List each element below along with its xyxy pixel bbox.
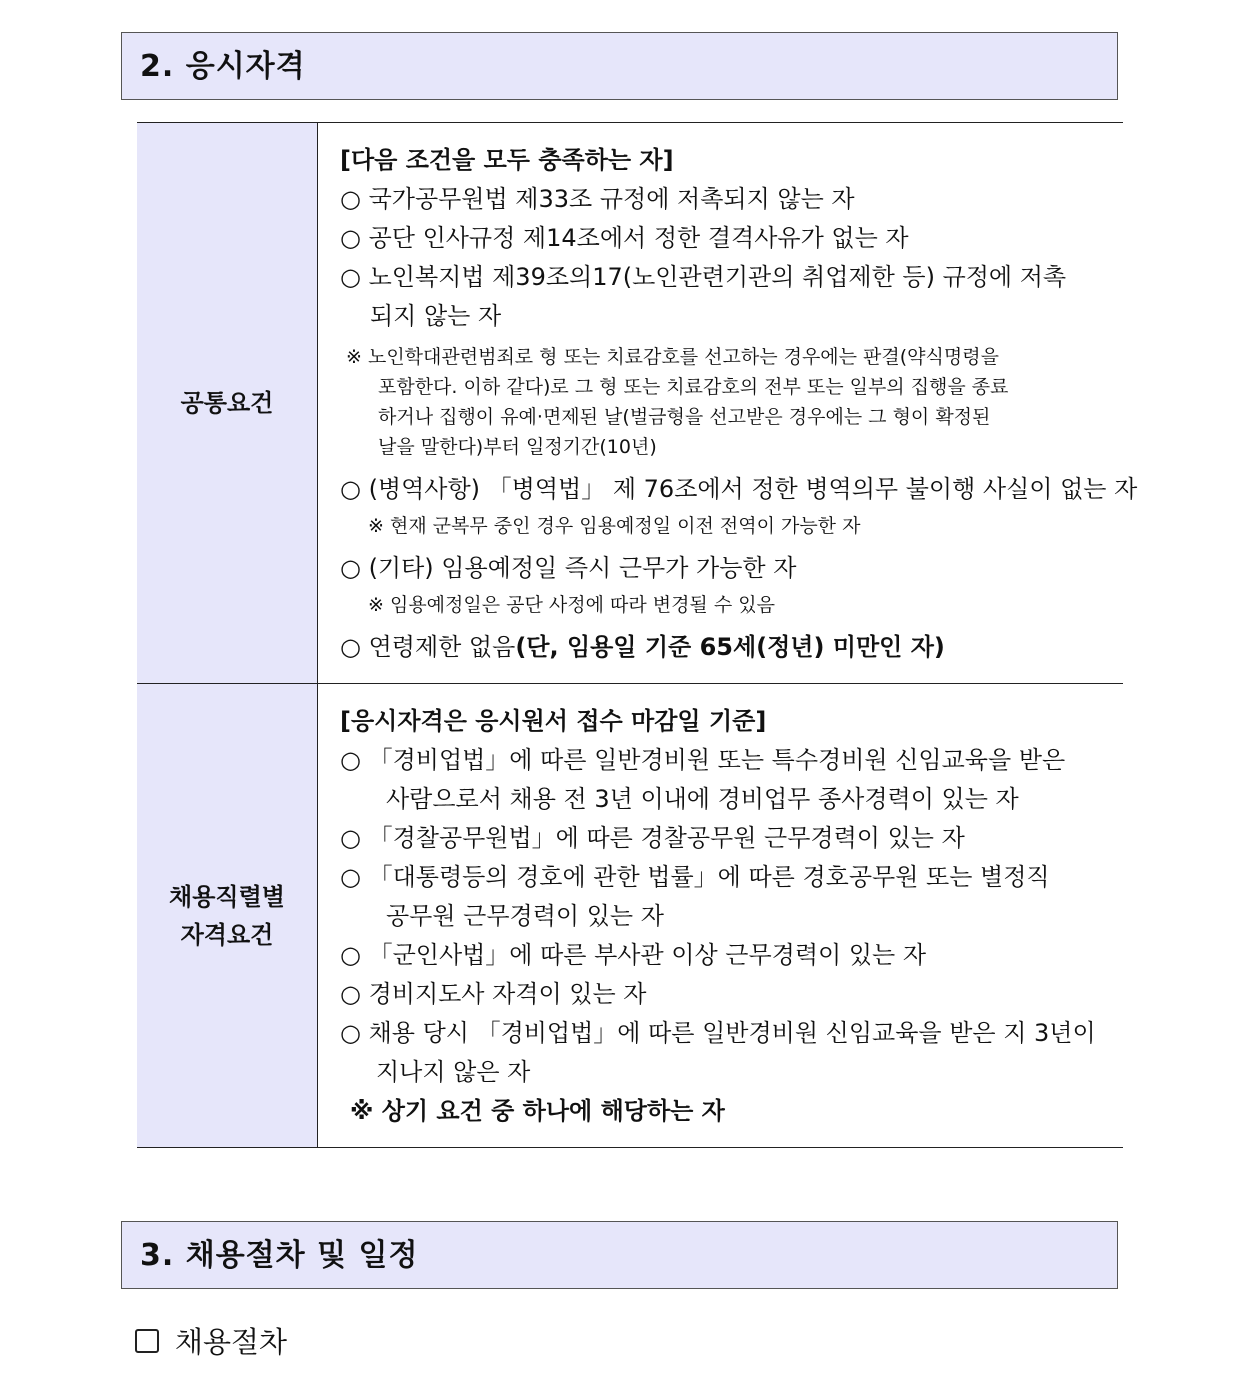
- section-3-title: 3. 채용절차 및 일정: [140, 1238, 419, 1273]
- qualification-table: [137, 122, 1138, 1148]
- section-2-header: [121, 32, 1118, 100]
- common-note-1-line-1: ※ 노인학대관련범죄로 형 또는 치료감호를 선고하는 경우에는 판결(약식명령을: [346, 346, 999, 368]
- common-note-1: [340, 342, 1113, 462]
- section-2-title: 2. 응시자격: [140, 49, 306, 84]
- common-label-text: 공통요건: [180, 389, 274, 417]
- specific-item-1: ○ 「경비업법」에 따른 일반경비원 또는 특수경비원 신임교육을 받은: [340, 746, 1066, 774]
- common-item-4: ○ (병역사항) 「병역법」 제 76조에서 정한 병역의무 불이행 사실이 없는 자: [340, 475, 1138, 503]
- common-item-5: ○ (기타) 임용예정일 즉시 근무가 가능한 자: [340, 554, 797, 582]
- common-note-1-line-3: 하거나 집행이 유예·면제된 날(벌금형을 선고받은 경우에는 그 형이 확정된: [378, 406, 991, 428]
- specific-item-3-cont: 공무원 근무경력이 있는 자: [386, 902, 664, 930]
- common-requirements-label: [137, 123, 318, 684]
- common-note-2: ※ 현재 군복무 중인 경우 임용예정일 이전 전역이 가능한 자: [368, 515, 861, 537]
- common-note-1-line-2: 포함한다. 이하 같다)로 그 형 또는 치료감호의 전부 또는 일부의 집행을 종료: [378, 376, 1009, 398]
- specific-item-3: ○ 「대통령등의 경호에 관한 법률」에 따른 경호공무원 또는 별정직: [340, 863, 1050, 891]
- procedure-heading: [135, 1322, 287, 1362]
- common-heading: [다음 조건을 모두 충족하는 자]: [340, 146, 674, 174]
- specific-requirements-content: [318, 684, 1124, 1148]
- common-item-6: [340, 628, 1113, 667]
- checkbox-icon: [135, 1329, 159, 1353]
- common-requirements-row: [137, 123, 1123, 684]
- common-item-6-text: ○ 연령제한 없음: [340, 633, 516, 661]
- specific-label-line-2: 자격요건: [180, 920, 274, 949]
- specific-item-1-cont: 사람으로서 채용 전 3년 이내에 경비업무 종사경력이 있는 자: [386, 785, 1019, 813]
- specific-item-2: ○ 「경찰공무원법」에 따른 경찰공무원 근무경력이 있는 자: [340, 824, 965, 852]
- specific-requirements-row: [137, 684, 1123, 1148]
- specific-item-6-cont: 지나지 않은 자: [376, 1058, 531, 1086]
- specific-endnote: ※ 상기 요건 중 하나에 해당하는 자: [350, 1097, 725, 1125]
- common-item-2: ○ 공단 인사규정 제14조에서 정한 결격사유가 없는 자: [340, 224, 909, 252]
- specific-item-6: ○ 채용 당시 「경비업법」에 따른 일반경비원 신임교육을 받은 지 3년이: [340, 1019, 1096, 1047]
- section-3-header: [121, 1221, 1118, 1289]
- procedure-label: 채용절차: [175, 1325, 288, 1359]
- common-item-1: ○ 국가공무원법 제33조 규정에 저촉되지 않는 자: [340, 185, 855, 213]
- common-item-3-cont: 되지 않는 자: [370, 302, 502, 330]
- specific-requirements-label: [137, 684, 318, 1148]
- common-note-1-line-4: 날을 말한다)부터 일정기간(10년): [378, 436, 657, 458]
- common-item-3: ○ 노인복지법 제39조의17(노인관련기관의 취업제한 등) 규정에 저촉: [340, 263, 1067, 291]
- specific-heading: [응시자격은 응시원서 접수 마감일 기준]: [340, 707, 767, 735]
- specific-item-5: ○ 경비지도사 자격이 있는 자: [340, 980, 647, 1008]
- common-note-3: ※ 임용예정일은 공단 사정에 따라 변경될 수 있음: [368, 594, 775, 616]
- specific-item-4: ○ 「군인사법」에 따른 부사관 이상 근무경력이 있는 자: [340, 941, 927, 969]
- specific-label-line-1: 채용직렬별: [169, 882, 285, 911]
- common-requirements-content: [318, 123, 1138, 684]
- common-item-6-bold: (단, 임용일 기준 65세(정년) 미만인 자): [515, 633, 945, 661]
